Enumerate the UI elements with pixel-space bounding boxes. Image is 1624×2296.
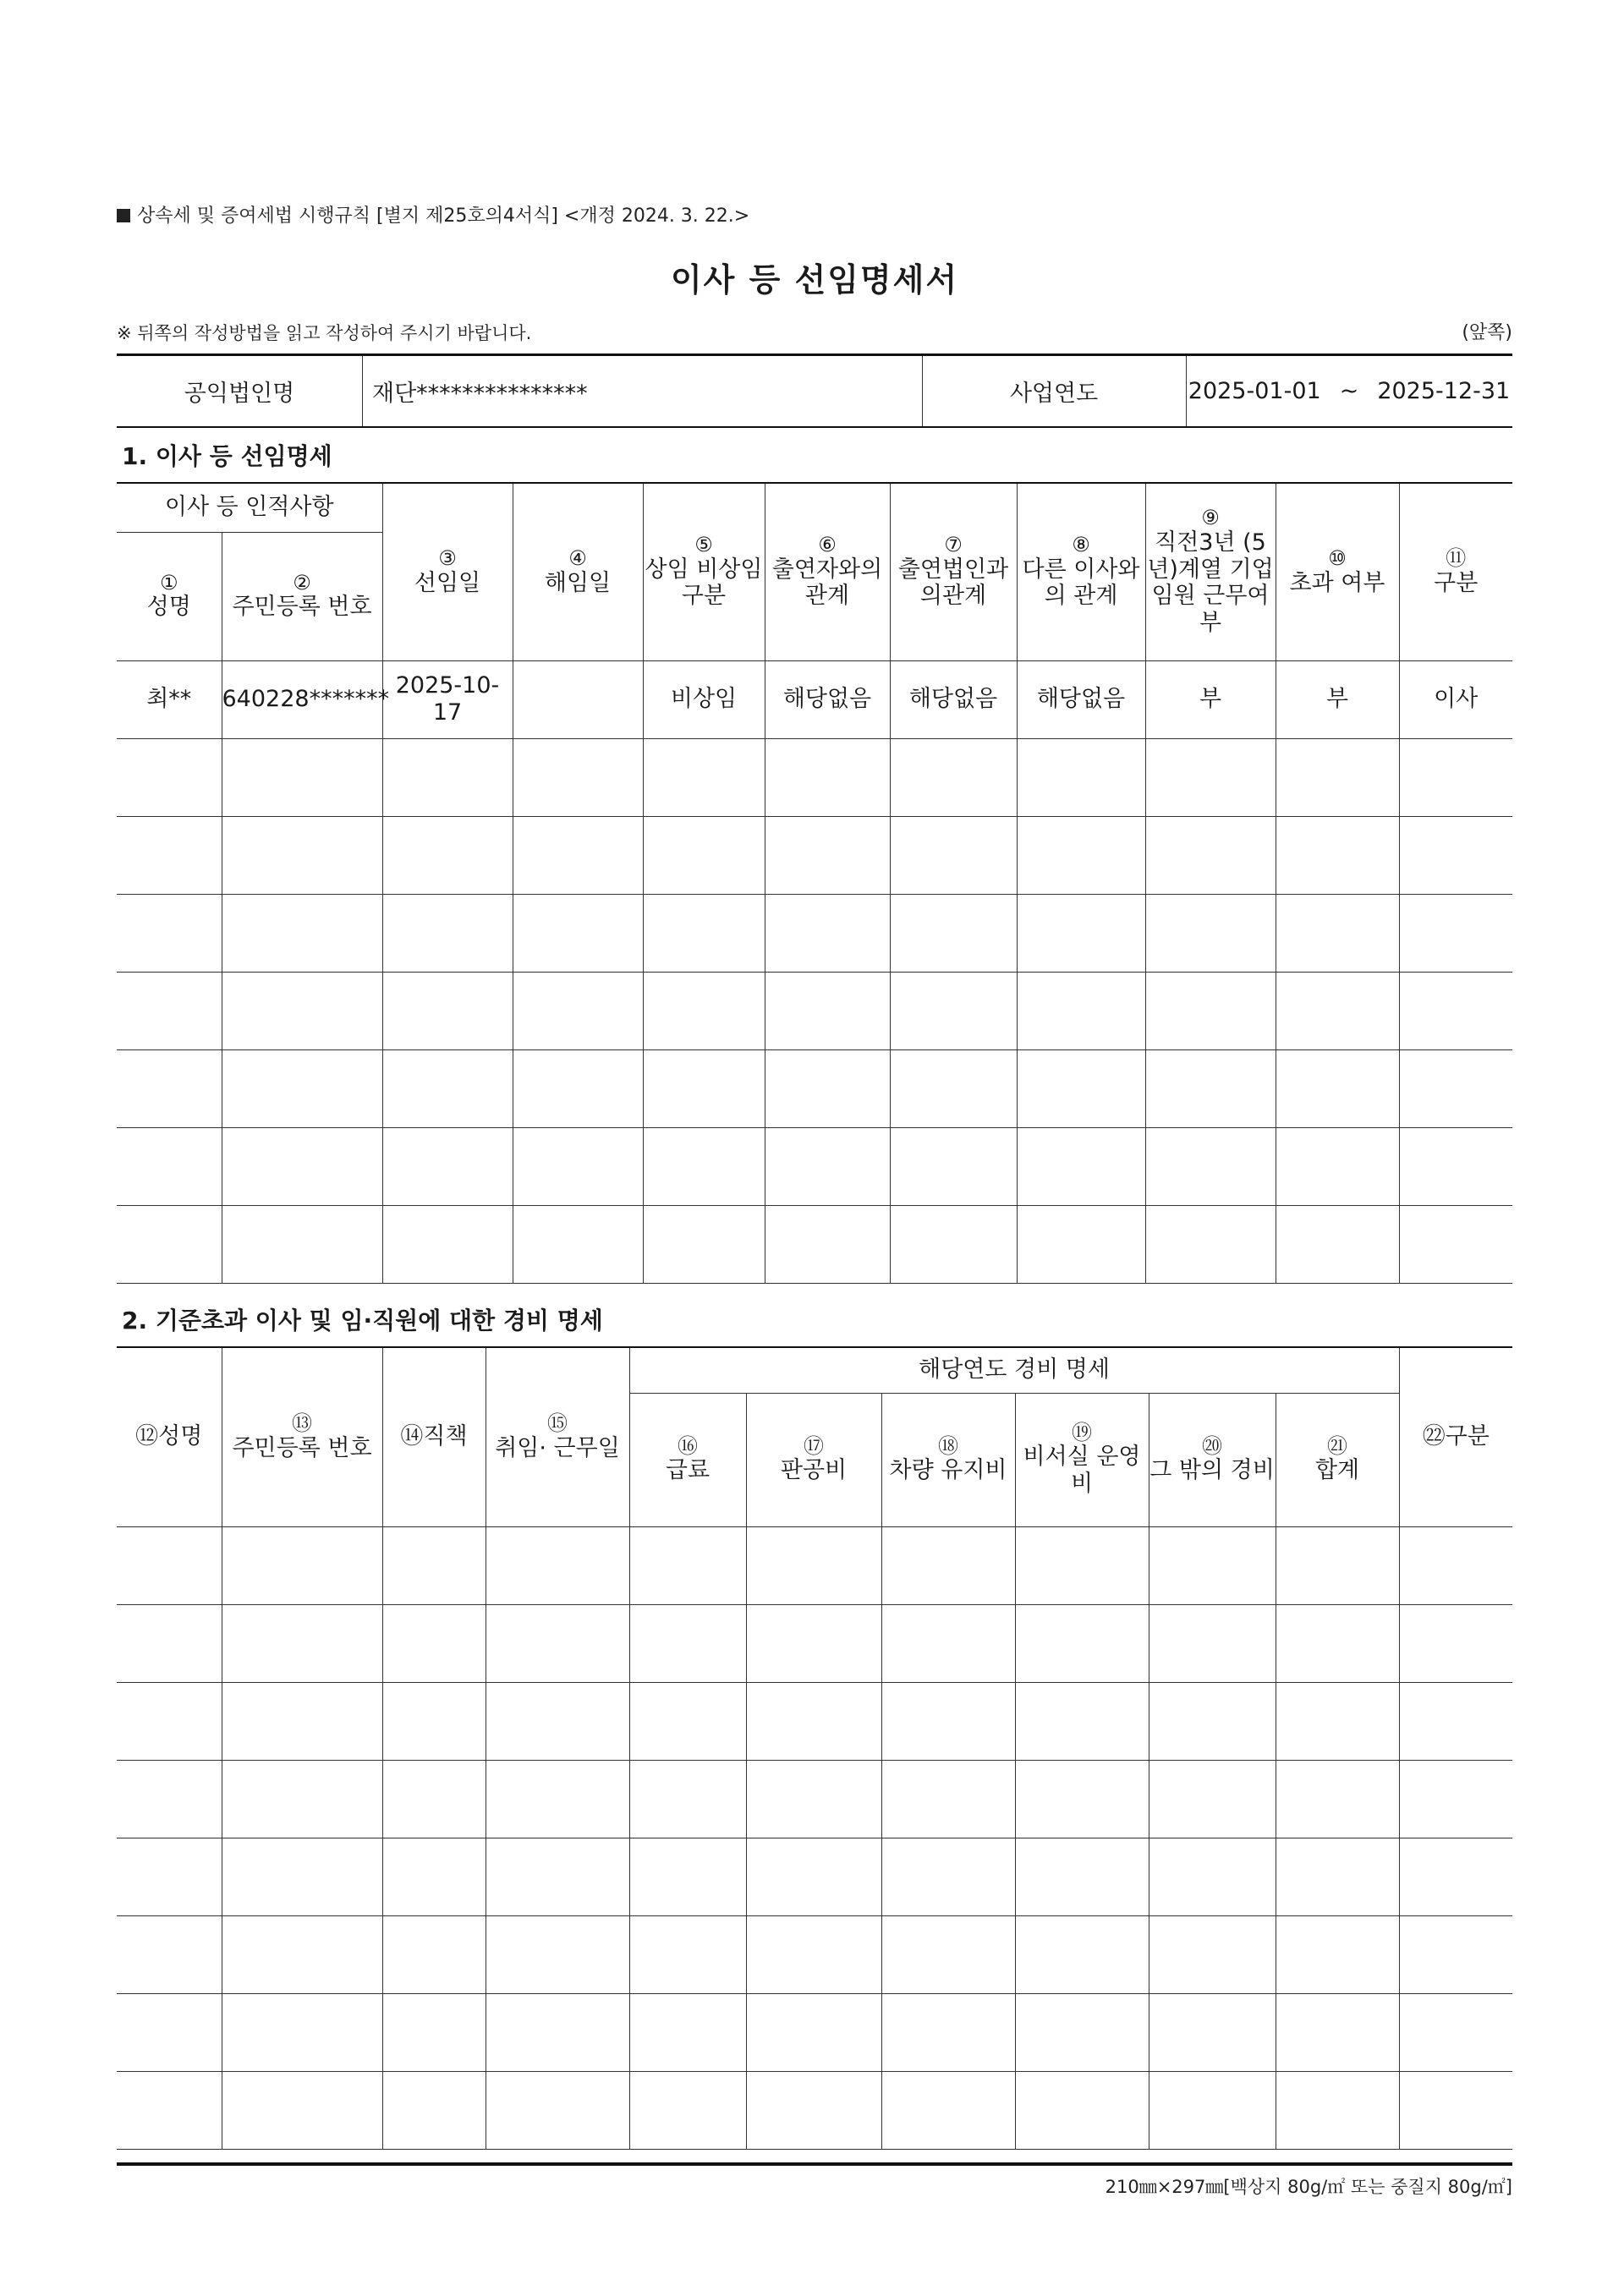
col-type-header: ⑪ 구분 [1399, 483, 1512, 660]
cell-name[interactable]: 최** [117, 660, 222, 738]
col-corp-relation-header: ⑦ 출연법인과의관계 [890, 483, 1017, 660]
cell-excess[interactable]: 부 [1276, 660, 1399, 738]
table-row [117, 738, 1512, 816]
col-salary-header: ⑯ 급료 [629, 1393, 746, 1526]
square-bullet-icon [117, 209, 130, 222]
col-type-header: ㉒구분 [1399, 1347, 1512, 1526]
page-title: 이사 등 선임명세서 [670, 261, 959, 299]
table-row [117, 660, 1512, 738]
col-name-header: ① 성명 [117, 532, 222, 660]
cell-rrn[interactable]: 640228******* [222, 660, 382, 738]
bottom-rule [117, 2162, 1512, 2166]
col-position-header: ⑭직책 [382, 1347, 486, 1526]
table-row [117, 1838, 1512, 1915]
regulation-text: 상속세 및 증여세법 시행규칙 [별지 제25호의4서식] <개정 2024. 3. 22.> [137, 205, 750, 227]
table-row [117, 1526, 1512, 1604]
regulation-line [117, 201, 749, 227]
cell-standing[interactable]: 비상임 [643, 660, 765, 738]
business-year-label: 사업연도 [1009, 381, 1099, 407]
section2-title: 2. 기준초과 이사 및 임·직원에 대한 경비 명세 [122, 1307, 603, 1334]
col-other-header: ⑳ 그 밖의 경비 [1149, 1393, 1276, 1526]
col-donor-relation-header: ⑥ 출연자와의 관계 [765, 483, 890, 660]
col-name-header: ⑫성명 [117, 1347, 222, 1526]
year-separator: ~ [1339, 378, 1359, 404]
col-sales-header: ⑰ 판공비 [746, 1393, 881, 1526]
col-dismissed-header: ④ 해임일 [513, 483, 643, 660]
year-start: 2025-01-01 [1188, 378, 1321, 404]
col-standing-header: ⑤ 상임 비상임 구분 [643, 483, 765, 660]
page-side-label: (앞쪽) [1462, 322, 1512, 343]
cell-director-relation[interactable]: 해당없음 [1017, 660, 1145, 738]
section1-title: 1. 이사 등 선임명세 [122, 442, 332, 470]
col-tenure-header: ⑮ 취임· 근무일 [486, 1347, 629, 1526]
cell-dismissed[interactable] [513, 660, 643, 738]
cell-affiliate[interactable]: 부 [1145, 660, 1276, 738]
cell-donor-relation[interactable]: 해당없음 [765, 660, 890, 738]
corp-name-label: 공익법인명 [184, 381, 295, 407]
instruction-note: ※ 뒤쪽의 작성방법을 읽고 작성하여 주시기 바랍니다. [117, 323, 532, 343]
col-excess-header: ⑩ 초과 여부 [1276, 483, 1399, 660]
col-director-relation-header: ⑧ 다른 이사와의 관계 [1017, 483, 1145, 660]
col-vehicle-header: ⑱ 차량 유지비 [881, 1393, 1015, 1526]
director-table [117, 482, 1512, 1284]
table-row [117, 1205, 1512, 1283]
table-row [117, 1760, 1512, 1838]
expense-table [117, 1346, 1512, 2150]
corp-info-bar [117, 353, 1512, 428]
paper-spec-footer: 210㎜×297㎜[백상지 80g/㎡ 또는 중질지 80g/㎡] [1105, 2177, 1512, 2197]
personal-info-group-header: 이사 등 인적사항 [117, 483, 382, 532]
col-appointed-header: ③ 선임일 [382, 483, 513, 660]
col-total-header: ㉑ 합계 [1276, 1393, 1399, 1526]
table-row [117, 1127, 1512, 1205]
table-row [117, 1993, 1512, 2071]
business-year-value [1186, 356, 1512, 426]
table-row [117, 1915, 1512, 1993]
cell-type[interactable]: 이사 [1399, 660, 1512, 738]
col-secretary-header: ⑲ 비서실 운영비 [1015, 1393, 1149, 1526]
col-rrn-header: ⑬ 주민등록 번호 [222, 1347, 382, 1526]
col-affiliate-header: ⑨ 직전3년 (5년)계열 기업 임원 근무여부 [1145, 483, 1276, 660]
table-row [117, 2071, 1512, 2149]
table-row [117, 1049, 1512, 1127]
table-row [117, 1604, 1512, 1682]
cell-corp-relation[interactable]: 해당없음 [890, 660, 1017, 738]
cell-appointed[interactable]: 2025-10-17 [382, 660, 513, 738]
year-end: 2025-12-31 [1377, 378, 1511, 404]
corp-name-value: 재단*************** [372, 381, 588, 407]
expense-group-header: 해당연도 경비 명세 [629, 1347, 1399, 1393]
table-row [117, 1682, 1512, 1760]
table-row [117, 894, 1512, 972]
table-row [117, 972, 1512, 1049]
table-row [117, 816, 1512, 894]
col-rrn-header: ② 주민등록 번호 [222, 532, 382, 660]
